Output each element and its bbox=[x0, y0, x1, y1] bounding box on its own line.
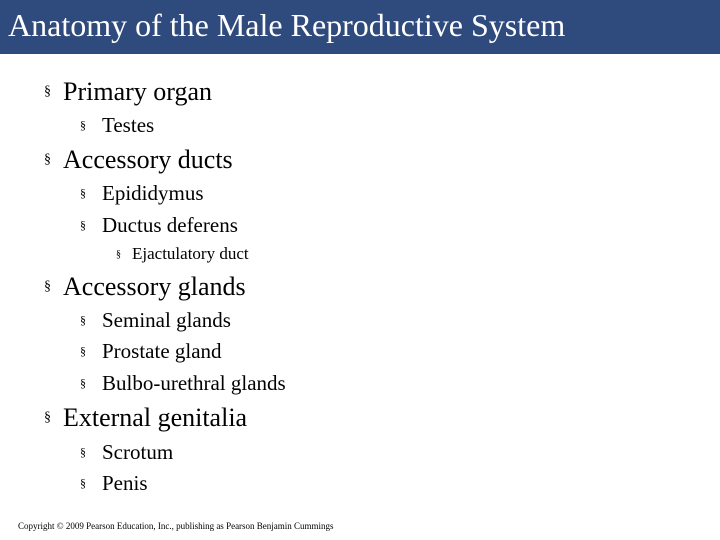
bullet-label: Primary organ bbox=[63, 77, 212, 106]
sub-bullet-epididymus bbox=[80, 180, 204, 206]
sub-bullet-label: Testes bbox=[102, 113, 155, 137]
title-bar bbox=[0, 0, 720, 54]
bullet-label: Accessory ducts bbox=[63, 145, 233, 174]
sub-bullet-label: Ductus deferens bbox=[102, 213, 238, 237]
copyright-footer: Copyright © 2009 Pearson Education, Inc., publishing as Pearson Benjamin Cummings bbox=[18, 521, 334, 531]
bullet-icon: § bbox=[80, 118, 86, 132]
bullet-icon: § bbox=[80, 445, 86, 459]
sub-bullet-label: Prostate gland bbox=[102, 339, 222, 363]
sub-sub-bullet-label: Ejactulatory duct bbox=[132, 244, 249, 263]
bullet-icon: § bbox=[44, 279, 51, 294]
sub-bullet-label: Bulbo-urethral glands bbox=[102, 371, 286, 395]
slide-title: Anatomy of the Male Reproductive System bbox=[8, 7, 566, 43]
bullet-primary-organ bbox=[44, 77, 212, 107]
sub-bullet-ductus-deferens bbox=[80, 212, 238, 238]
sub-bullet-prostate-gland bbox=[80, 338, 222, 364]
sub-bullet-label: Epididymus bbox=[102, 181, 204, 205]
sub-bullet-label: Seminal glands bbox=[102, 308, 231, 332]
sub-sub-bullet-ejaculatory-duct bbox=[116, 243, 249, 266]
sub-bullet-scrotum bbox=[80, 439, 173, 465]
bullet-icon: § bbox=[44, 410, 51, 425]
bullet-icon: § bbox=[80, 476, 86, 490]
bullet-icon: § bbox=[80, 186, 86, 200]
sub-bullet-label: Penis bbox=[102, 471, 148, 495]
bullet-external-genitalia bbox=[44, 403, 247, 433]
bullet-icon: § bbox=[80, 218, 86, 232]
bullet-label: External genitalia bbox=[63, 403, 248, 432]
bullet-accessory-ducts bbox=[44, 145, 233, 175]
bullet-icon: § bbox=[44, 84, 51, 99]
sub-bullet-testes bbox=[80, 112, 154, 138]
sub-bullet-seminal-glands bbox=[80, 307, 231, 333]
bullet-icon: § bbox=[80, 344, 86, 358]
bullet-icon: § bbox=[80, 376, 86, 390]
bullet-icon: § bbox=[44, 152, 51, 167]
sub-bullet-penis bbox=[80, 470, 148, 496]
sub-bullet-bulbo-urethral-glands bbox=[80, 370, 286, 396]
bullet-accessory-glands bbox=[44, 272, 246, 302]
bullet-icon: § bbox=[80, 313, 86, 327]
bullet-label: Accessory glands bbox=[63, 272, 246, 301]
sub-bullet-label: Scrotum bbox=[102, 440, 174, 464]
bullet-icon: § bbox=[116, 249, 121, 260]
